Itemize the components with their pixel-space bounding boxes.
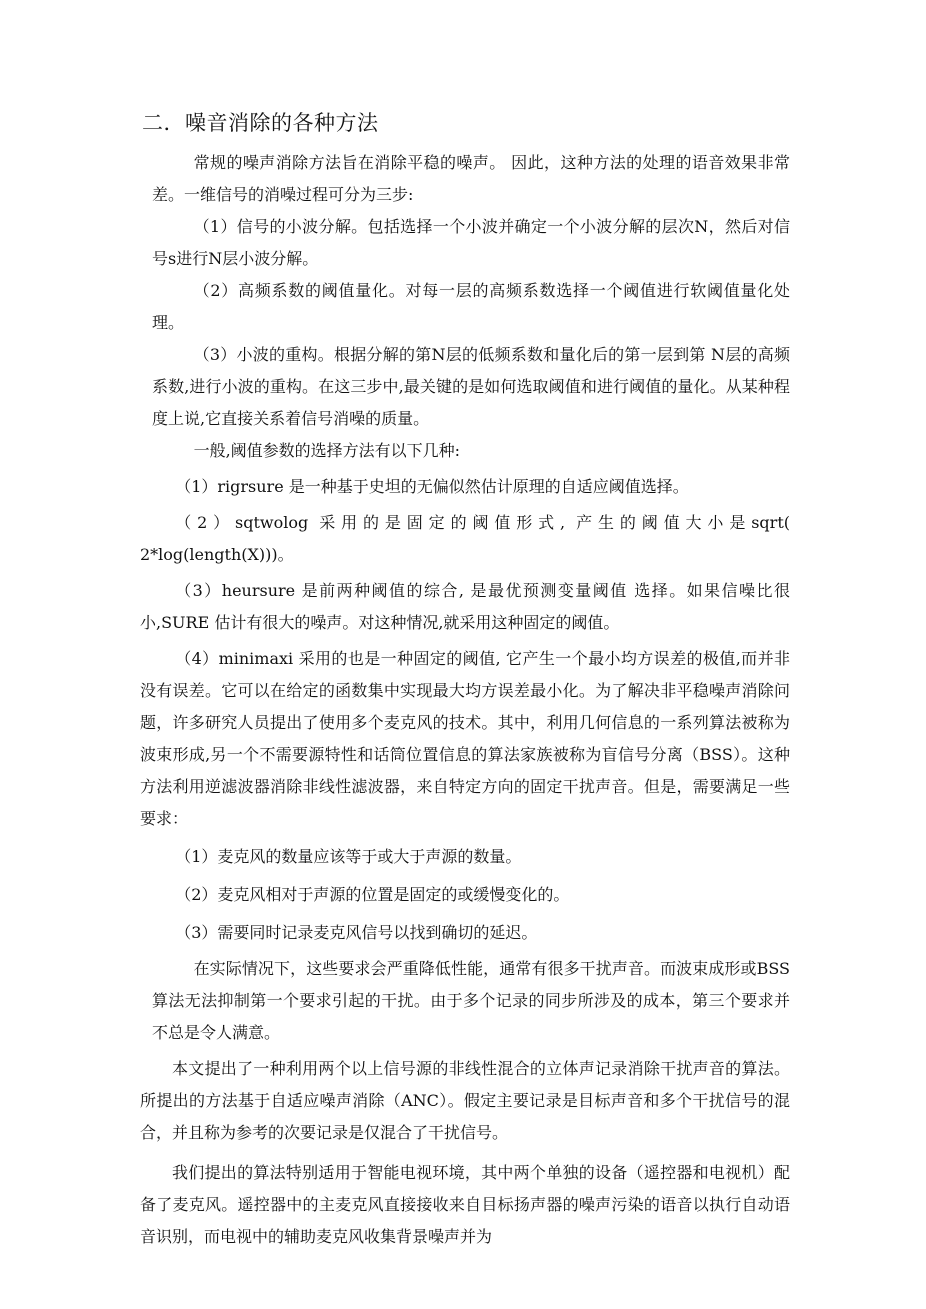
paragraph-intro: 常规的噪声消除方法旨在消除平稳的噪声。 因此，这种方法的处理的语音效果非常差。一维信号的消噪过程可分为三步:	[152, 153, 790, 205]
paragraph-proposed-algorithm: 本文提出了一种利用两个以上信号源的非线性混合的立体声记录消除干扰声音的算法。所提出的方法基于自适应噪声消除（ANC）。假定主要记录是目标声音和多个干扰信号的混合，并且称为参考的次要记录是仅混合了干扰信号。	[140, 1059, 790, 1143]
paragraph-smart-tv-application: 我们提出的算法特别适用于智能电视环境，其中两个单独的设备（遥控器和电视机）配备了麦克风。遥控器中的主麦克风直接接收来自目标扬声器的噪声污染的语音以执行自动语音识别，而电视中的辅助麦克风收集背景噪声并为	[140, 1163, 790, 1247]
paragraph-requirement-1: （1）麦克风的数量应该等于或大于声源的数量。	[175, 847, 522, 867]
paragraph-method-rigrsure: （1）rigrsure 是一种基于史坦的无偏似然估计原理的自适应阈值选择。	[175, 477, 689, 497]
paragraph-requirement-2: （2）麦克风相对于声源的位置是固定的或缓慢变化的。	[175, 885, 570, 905]
paragraph-practical-limitations: 在实际情况下，这些要求会严重降低性能，通常有很多干扰声音。而波束成形或BSS算法无法抑制第一个要求引起的干扰。由于多个记录的同步所涉及的成本，第三个要求并不总是令人满意。	[152, 959, 790, 1043]
paragraph-step-3: （3）小波的重构。根据分解的第N层的低频系数和量化后的第一层到第 N层的高频系数,进行小波的重构。在这三步中,最关键的是如何选取阈值和进行阈值的量化。从某种程度上说,它直接关系着信号消噪的质量。	[152, 345, 790, 429]
paragraph-method-minimaxi: （4）minimaxi 采用的也是一种固定的阈值, 它产生一个最小均方误差的极值,而并非没有误差。它可以在给定的函数集中实现最大均方误差最小化。为了解决非平稳噪声消除问题，许多研究人员提出了使用多个麦克风的技术。其中，利用几何信息的一系列算法被称为波束形成,另一个不需要源特性和话筒位置信息的算法家族被称为盲信号分离（BSS）。这种方法利用逆滤波器消除非线性滤波器，来自特定方向的固定干扰声音。但是，需要满足一些要求：	[140, 649, 790, 829]
section-heading: 二．噪音消除的各种方法	[142, 111, 379, 135]
paragraph-method-sqtwolog: （2）sqtwolog 采用的是固定的阈值形式, 产生的阈值大小是sqrt( 2*log(length(X)))。	[140, 513, 790, 565]
paragraph-method-heursure: （3）heursure 是前两种阈值的综合, 是最优预测变量阈值 选择。如果信噪比很小,SURE 估计有很大的噪声。对这种情况,就采用这种固定的阈值。	[140, 581, 790, 633]
paragraph-step-2: （2）高频系数的阈值量化。对每一层的高频系数选择一个阈值进行软阈值量化处理。	[152, 281, 790, 333]
paragraph-requirement-3: （3）需要同时记录麦克风信号以找到确切的延迟。	[175, 923, 538, 943]
document-body	[140, 110, 790, 1253]
paragraph-threshold-methods-intro: 一般,阈值参数的选择方法有以下几种:	[193, 441, 461, 461]
paragraph-step-1: （1）信号的小波分解。包括选择一个小波并确定一个小波分解的层次N，然后对信号s进行N层小波分解。	[152, 217, 790, 269]
